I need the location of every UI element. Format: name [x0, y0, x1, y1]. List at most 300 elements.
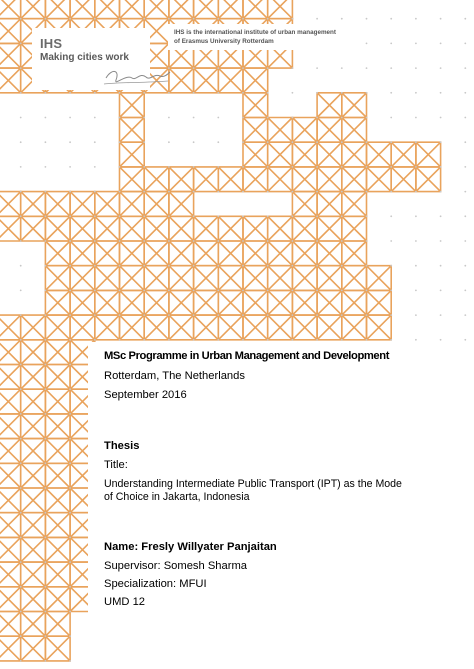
lattice-cell — [45, 216, 70, 241]
lattice-cell — [317, 167, 342, 192]
grid-dot — [119, 314, 121, 316]
lattice-cell — [21, 636, 46, 661]
grid-dot — [94, 92, 96, 94]
grid-dot — [69, 314, 71, 316]
lattice-cell — [243, 290, 268, 315]
grid-dot — [217, 141, 219, 143]
grid-dot — [94, 240, 96, 242]
lattice-cell — [268, 118, 293, 143]
grid-dot — [267, 166, 269, 168]
lattice-cell — [45, 315, 70, 340]
grid-dot — [440, 290, 442, 292]
lattice-cell — [95, 290, 120, 315]
grid-dot — [119, 265, 121, 267]
lattice-cell — [70, 266, 95, 291]
lattice-cell — [317, 216, 342, 241]
lattice-cell — [120, 192, 145, 217]
lattice-cell — [169, 192, 194, 217]
grid-dot — [242, 191, 244, 193]
lattice-cell — [70, 0, 95, 19]
grid-dot — [316, 339, 318, 341]
grid-dot — [341, 166, 343, 168]
lattice-cell — [21, 513, 46, 538]
lattice-cell — [120, 0, 145, 19]
grid-dot — [292, 166, 294, 168]
grid-dot — [292, 18, 294, 20]
grid-dot — [390, 117, 392, 119]
grid-dot — [242, 339, 244, 341]
grid-dot — [217, 290, 219, 292]
grid-dot — [20, 314, 22, 316]
lattice-cell — [292, 266, 317, 291]
lattice-cell — [21, 0, 46, 19]
grid-dot — [316, 67, 318, 69]
lattice-cell — [21, 488, 46, 513]
grid-dot — [390, 290, 392, 292]
grid-dot — [119, 215, 121, 217]
lattice-cell — [367, 266, 392, 291]
lattice-cell — [144, 290, 169, 315]
lattice-cell — [0, 192, 21, 217]
lattice-cell — [95, 192, 120, 217]
grid-dot — [366, 290, 368, 292]
grid-dot — [20, 18, 22, 20]
grid-dot — [242, 141, 244, 143]
lattice-cell — [0, 612, 21, 637]
lattice-cell — [45, 266, 70, 291]
grid-dot — [242, 314, 244, 316]
grid-dot — [267, 67, 269, 69]
lattice-cell — [21, 216, 46, 241]
lattice-cell — [120, 216, 145, 241]
lattice-cell — [342, 118, 367, 143]
grid-dot — [45, 487, 47, 489]
grid-dot — [217, 339, 219, 341]
grid-dot — [242, 240, 244, 242]
grid-dot — [366, 265, 368, 267]
grid-dot — [341, 141, 343, 143]
grid-dot — [69, 117, 71, 119]
grid-dot — [217, 18, 219, 20]
grid-dot — [20, 561, 22, 563]
lattice-cell — [342, 315, 367, 340]
grid-dot — [20, 413, 22, 415]
lattice-cell — [21, 315, 46, 340]
lattice-cell — [243, 142, 268, 167]
grid-dot — [94, 314, 96, 316]
grid-dot — [69, 18, 71, 20]
grid-dot — [390, 18, 392, 20]
lattice-cell — [218, 266, 243, 291]
grid-dot — [69, 290, 71, 292]
lattice-cell — [45, 389, 70, 414]
grid-dot — [316, 92, 318, 94]
lattice-cell — [194, 266, 219, 291]
lattice-cell — [416, 167, 441, 192]
grid-dot — [168, 92, 170, 94]
grid-dot — [45, 240, 47, 242]
grid-dot — [143, 191, 145, 193]
grid-dot — [45, 166, 47, 168]
grid-dot — [440, 191, 442, 193]
grid-dot — [464, 18, 466, 20]
lattice-cell — [169, 266, 194, 291]
lattice-cell — [268, 290, 293, 315]
grid-dot — [69, 364, 71, 366]
author-name: Name: Fresly Willyater Panjaitan — [104, 541, 277, 553]
lattice-cell — [169, 241, 194, 266]
grid-dot — [94, 339, 96, 341]
grid-dot — [69, 339, 71, 341]
programme-title: MSc Programme in Urban Management and Development — [104, 350, 390, 362]
lattice-cell — [391, 167, 416, 192]
grid-dot — [168, 141, 170, 143]
lattice-cell — [0, 19, 21, 44]
lattice-cell — [0, 389, 21, 414]
lattice-cell — [268, 266, 293, 291]
grid-dot — [20, 339, 22, 341]
lattice-cell — [0, 463, 21, 488]
lattice-cell — [218, 167, 243, 192]
grid-dot — [143, 290, 145, 292]
grid-dot — [94, 141, 96, 143]
grid-dot — [464, 314, 466, 316]
grid-dot — [267, 215, 269, 217]
lattice-cell — [21, 414, 46, 439]
grid-dot — [440, 43, 442, 45]
grid-dot — [217, 67, 219, 69]
grid-dot — [94, 191, 96, 193]
grid-dot — [45, 660, 47, 662]
grid-dot — [464, 141, 466, 143]
grid-dot — [143, 166, 145, 168]
grid-dot — [267, 117, 269, 119]
programme-location: Rotterdam, The Netherlands — [104, 370, 245, 382]
grid-dot — [217, 215, 219, 217]
lattice-cell — [0, 216, 21, 241]
grid-dot — [45, 215, 47, 217]
lattice-cell — [169, 216, 194, 241]
grid-dot — [20, 215, 22, 217]
grid-dot — [45, 314, 47, 316]
grid-dot — [267, 141, 269, 143]
grid-dot — [415, 290, 417, 292]
grid-dot — [69, 240, 71, 242]
grid-dot — [316, 240, 318, 242]
lattice-cell — [194, 315, 219, 340]
grid-dot — [292, 314, 294, 316]
lattice-cell — [194, 0, 219, 19]
grid-dot — [119, 166, 121, 168]
grid-dot — [45, 141, 47, 143]
lattice-cell — [21, 192, 46, 217]
lattice-cell — [0, 340, 21, 365]
lattice-cell — [194, 290, 219, 315]
grid-dot — [20, 487, 22, 489]
lattice-cell — [95, 0, 120, 19]
lattice-cell — [144, 192, 169, 217]
lattice-cell — [0, 587, 21, 612]
lattice-cell — [194, 216, 219, 241]
grid-dot — [20, 660, 22, 662]
lattice-cell — [416, 142, 441, 167]
programme-code: UMD 12 — [104, 596, 146, 608]
lattice-cell — [169, 68, 194, 93]
grid-dot — [217, 191, 219, 193]
grid-dot — [193, 265, 195, 267]
lattice-cell — [194, 68, 219, 93]
grid-dot — [415, 314, 417, 316]
grid-dot — [390, 67, 392, 69]
grid-dot — [464, 265, 466, 267]
grid-dot — [390, 166, 392, 168]
lattice-cell — [317, 192, 342, 217]
grid-dot — [20, 141, 22, 143]
grid-dot — [341, 18, 343, 20]
lattice-cell — [21, 365, 46, 390]
lattice-cell — [292, 216, 317, 241]
grid-dot — [119, 92, 121, 94]
grid-dot — [217, 117, 219, 119]
lattice-cell — [317, 315, 342, 340]
grid-dot — [119, 339, 121, 341]
lattice-cell — [95, 216, 120, 241]
grid-dot — [168, 215, 170, 217]
grid-dot — [143, 265, 145, 267]
lattice-cell — [120, 167, 145, 192]
lattice-cell — [144, 266, 169, 291]
grid-dot — [193, 141, 195, 143]
grid-dot — [45, 462, 47, 464]
lattice-cell — [0, 513, 21, 538]
lattice-cell — [70, 192, 95, 217]
grid-dot — [69, 635, 71, 637]
grid-dot — [390, 191, 392, 193]
grid-dot — [20, 635, 22, 637]
lattice-cell — [367, 315, 392, 340]
lattice-cell — [342, 290, 367, 315]
lattice-cell — [317, 118, 342, 143]
lattice-cell — [21, 463, 46, 488]
lattice-cell — [367, 142, 392, 167]
grid-dot — [366, 43, 368, 45]
grid-dot — [464, 43, 466, 45]
logo-slogan: Making cities work — [40, 52, 129, 63]
lattice-cell — [45, 488, 70, 513]
grid-dot — [94, 290, 96, 292]
grid-dot — [292, 339, 294, 341]
grid-dot — [341, 191, 343, 193]
lattice-cell — [243, 216, 268, 241]
grid-dot — [45, 191, 47, 193]
grid-dot — [341, 265, 343, 267]
grid-dot — [20, 438, 22, 440]
grid-dot — [464, 92, 466, 94]
grid-dot — [45, 413, 47, 415]
grid-dot — [267, 240, 269, 242]
lattice-cell — [268, 216, 293, 241]
thesis-title-line-2: of Choice in Jakarta, Indonesia — [104, 491, 250, 503]
grid-dot — [316, 314, 318, 316]
lattice-cell — [268, 241, 293, 266]
grid-dot — [292, 265, 294, 267]
grid-dot — [143, 339, 145, 341]
lattice-cell — [243, 0, 268, 19]
grid-dot — [69, 487, 71, 489]
grid-dot — [242, 290, 244, 292]
grid-dot — [143, 240, 145, 242]
grid-dot — [69, 586, 71, 588]
lattice-cell — [218, 315, 243, 340]
lattice-cell — [0, 0, 21, 19]
lattice-cell — [169, 167, 194, 192]
grid-dot — [20, 537, 22, 539]
grid-dot — [242, 265, 244, 267]
grid-dot — [292, 215, 294, 217]
lattice-cell — [0, 488, 21, 513]
lattice-cell — [120, 118, 145, 143]
grid-dot — [366, 67, 368, 69]
grid-dot — [143, 314, 145, 316]
lattice-cell — [45, 537, 70, 562]
grid-dot — [193, 67, 195, 69]
lattice-cell — [45, 439, 70, 464]
grid-dot — [45, 388, 47, 390]
lattice-cell — [0, 43, 21, 68]
lattice-cell — [218, 290, 243, 315]
lattice-cell — [342, 93, 367, 118]
specialization: Specialization: MFUI — [104, 578, 207, 590]
lattice-cell — [342, 142, 367, 167]
lattice-cell — [243, 93, 268, 118]
lattice-cell — [268, 142, 293, 167]
lattice-cell — [292, 167, 317, 192]
grid-dot — [45, 339, 47, 341]
lattice-cell — [243, 167, 268, 192]
grid-dot — [69, 215, 71, 217]
grid-dot — [193, 314, 195, 316]
thesis-heading: Thesis — [104, 440, 140, 452]
grid-dot — [390, 314, 392, 316]
grid-dot — [20, 611, 22, 613]
grid-dot — [440, 18, 442, 20]
grid-dot — [45, 438, 47, 440]
grid-dot — [193, 92, 195, 94]
grid-dot — [440, 314, 442, 316]
lattice-cell — [144, 0, 169, 19]
grid-dot — [217, 240, 219, 242]
lattice-cell — [317, 266, 342, 291]
lattice-cell — [194, 241, 219, 266]
grid-dot — [440, 67, 442, 69]
grid-dot — [20, 512, 22, 514]
grid-dot — [415, 166, 417, 168]
grid-dot — [292, 191, 294, 193]
grid-dot — [415, 191, 417, 193]
grid-dot — [193, 191, 195, 193]
grid-dot — [45, 290, 47, 292]
grid-dot — [69, 438, 71, 440]
grid-dot — [415, 67, 417, 69]
grid-dot — [69, 388, 71, 390]
lattice-cell — [342, 216, 367, 241]
lattice-cell — [292, 192, 317, 217]
lattice-cell — [268, 315, 293, 340]
lattice-cell — [169, 290, 194, 315]
lattice-cell — [45, 290, 70, 315]
lattice-cell — [243, 241, 268, 266]
lattice-cell — [218, 68, 243, 93]
ihs-logo — [32, 28, 150, 90]
thesis-title-line-1: Understanding Intermediate Public Transport (IPT) as the Mode — [104, 478, 402, 490]
lattice-cell — [70, 315, 95, 340]
grid-dot — [69, 462, 71, 464]
grid-dot — [45, 635, 47, 637]
grid-dot — [415, 43, 417, 45]
grid-dot — [440, 141, 442, 143]
grid-dot — [143, 92, 145, 94]
lattice-cell — [45, 612, 70, 637]
grid-dot — [292, 240, 294, 242]
grid-dot — [390, 215, 392, 217]
grid-dot — [267, 314, 269, 316]
lattice-cell — [45, 340, 70, 365]
grid-dot — [119, 117, 121, 119]
grid-dot — [94, 215, 96, 217]
lattice-cell — [292, 241, 317, 266]
lattice-cell — [45, 636, 70, 661]
lattice-cell — [45, 463, 70, 488]
lattice-cell — [243, 315, 268, 340]
lattice-cell — [21, 537, 46, 562]
grid-dot — [390, 265, 392, 267]
grid-dot — [292, 141, 294, 143]
grid-dot — [341, 117, 343, 119]
grid-dot — [267, 290, 269, 292]
lattice-cell — [342, 167, 367, 192]
grid-dot — [316, 191, 318, 193]
grid-dot — [20, 43, 22, 45]
grid-dot — [366, 339, 368, 341]
grid-dot — [316, 290, 318, 292]
grid-dot — [242, 92, 244, 94]
lattice-cell — [95, 266, 120, 291]
grid-dot — [168, 290, 170, 292]
lattice-cell — [243, 266, 268, 291]
grid-dot — [440, 339, 442, 341]
grid-dot — [20, 67, 22, 69]
grid-dot — [341, 314, 343, 316]
lattice-cell — [21, 562, 46, 587]
grid-dot — [168, 314, 170, 316]
grid-dot — [45, 611, 47, 613]
lattice-cell — [45, 562, 70, 587]
grid-dot — [316, 18, 318, 20]
grid-dot — [242, 67, 244, 69]
grid-dot — [341, 240, 343, 242]
grid-dot — [20, 462, 22, 464]
grid-dot — [242, 215, 244, 217]
lattice-cell — [0, 439, 21, 464]
lattice-cell — [45, 587, 70, 612]
grid-dot — [464, 240, 466, 242]
grid-dot — [366, 141, 368, 143]
lattice-cell — [144, 216, 169, 241]
grid-dot — [69, 141, 71, 143]
lattice-cell — [21, 587, 46, 612]
grid-dot — [242, 117, 244, 119]
lattice-cell — [292, 290, 317, 315]
